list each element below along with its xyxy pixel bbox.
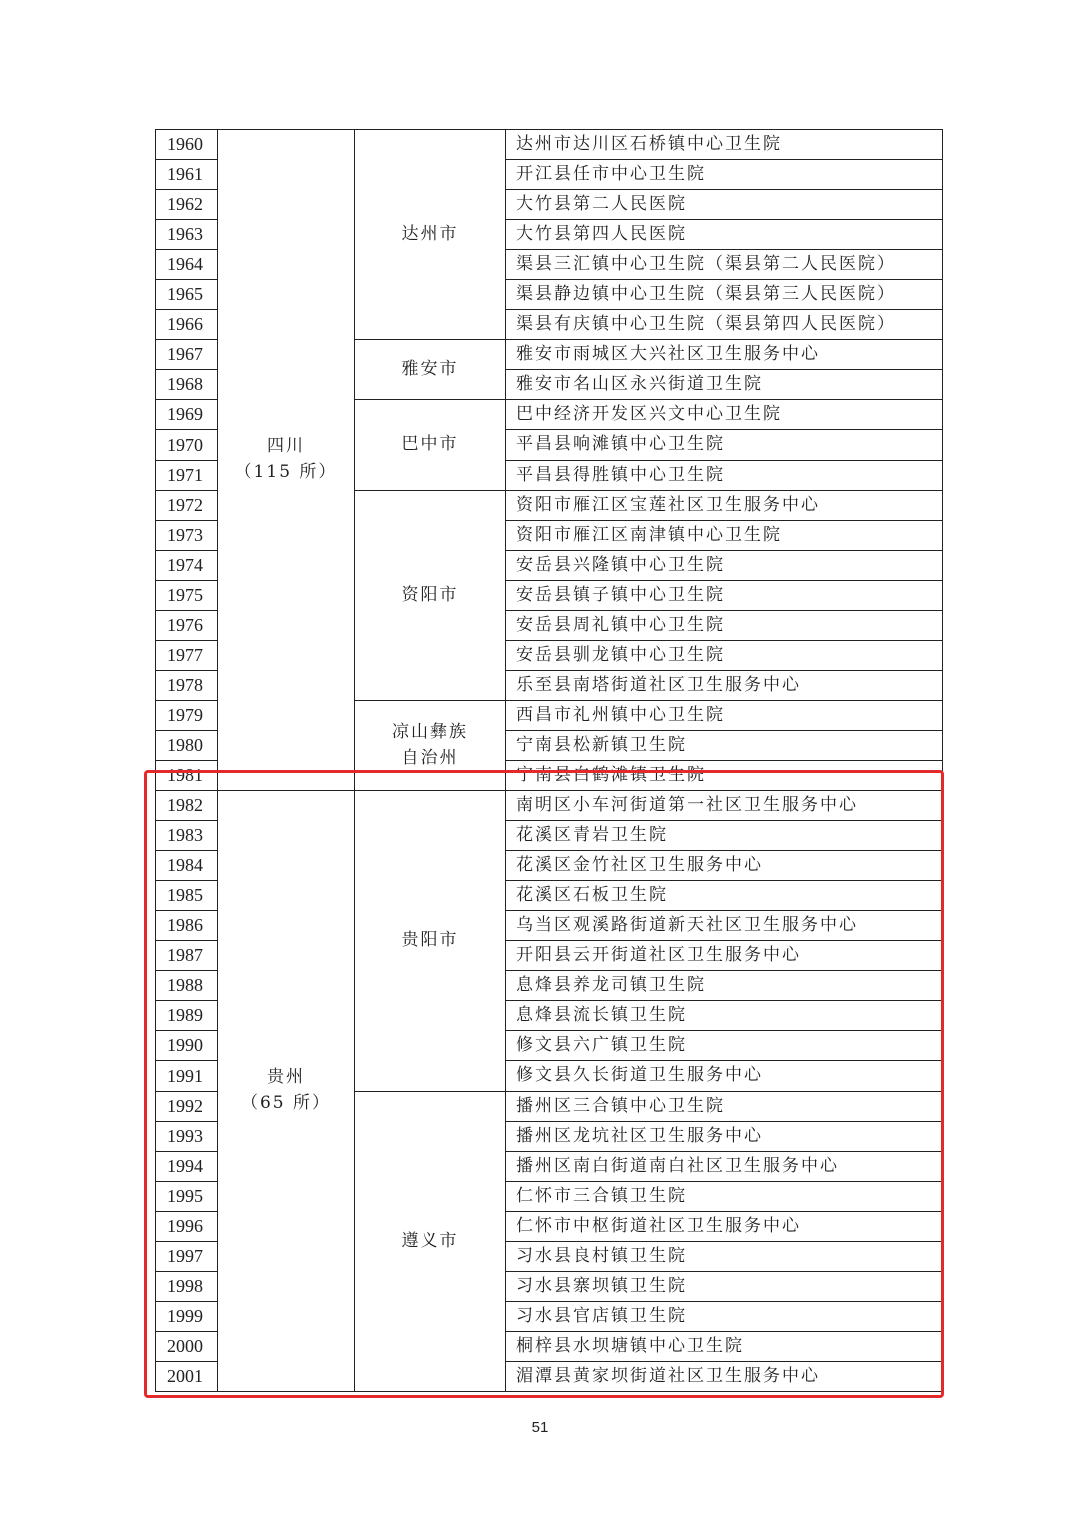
row-number: 2000 [155, 1331, 218, 1362]
row-number: 1979 [155, 700, 218, 731]
row-number: 1960 [155, 129, 218, 160]
row-number: 1963 [155, 219, 218, 250]
row-number: 1983 [155, 820, 218, 851]
row-number: 1994 [155, 1151, 218, 1182]
row-number: 1968 [155, 369, 218, 400]
row-number: 1995 [155, 1181, 218, 1212]
guizhou-highlight-box [144, 770, 944, 1398]
institution-name: 渠县三汇镇中心卫生院（渠县第二人民医院） [505, 249, 943, 280]
row-number: 1997 [155, 1241, 218, 1272]
institution-name: 播州区三合镇中心卫生院 [505, 1091, 943, 1122]
institution-name: 资阳市雁江区宝莲社区卫生服务中心 [505, 490, 943, 521]
institution-name: 花溪区青岩卫生院 [505, 820, 943, 851]
row-number: 1961 [155, 159, 218, 190]
institution-name: 播州区龙坑社区卫生服务中心 [505, 1121, 943, 1152]
row-number: 1967 [155, 339, 218, 370]
row-number: 2001 [155, 1361, 218, 1392]
institution-name: 花溪区石板卫生院 [505, 880, 943, 911]
institution-name: 息烽县养龙司镇卫生院 [505, 970, 943, 1001]
row-number: 1990 [155, 1030, 218, 1061]
city-name: 自治州 [401, 747, 459, 768]
institution-name: 雅安市名山区永兴街道卫生院 [505, 369, 943, 400]
city-name: 资阳市 [401, 584, 459, 605]
row-number: 1998 [155, 1271, 218, 1302]
row-number: 1977 [155, 640, 218, 671]
institution-name: 安岳县镇子镇中心卫生院 [505, 580, 943, 611]
row-number: 1962 [155, 189, 218, 220]
institution-name: 平昌县得胜镇中心卫生院 [505, 460, 943, 491]
row-number: 1986 [155, 910, 218, 941]
province-name: 四川 [267, 436, 305, 457]
city-cell [354, 490, 506, 701]
city-name: 贵阳市 [401, 930, 459, 951]
row-number: 1981 [155, 760, 218, 791]
row-number: 1970 [155, 429, 218, 461]
institution-name: 习水县良村镇卫生院 [505, 1241, 943, 1272]
page-number: 51 [531, 1419, 549, 1436]
row-number: 1993 [155, 1121, 218, 1152]
institution-name: 湄潭县黄家坝街道社区卫生服务中心 [505, 1361, 943, 1392]
city-cell [354, 129, 506, 340]
institution-name: 安岳县兴隆镇中心卫生院 [505, 550, 943, 581]
institution-name: 西昌市礼州镇中心卫生院 [505, 700, 943, 731]
institution-name: 播州区南白街道南白社区卫生服务中心 [505, 1151, 943, 1182]
city-name: 雅安市 [401, 358, 459, 379]
row-number: 1964 [155, 249, 218, 280]
institution-name: 平昌县响滩镇中心卫生院 [505, 429, 943, 461]
row-number: 1996 [155, 1211, 218, 1242]
institution-name: 渠县有庆镇中心卫生院（渠县第四人民医院） [505, 309, 943, 340]
institution-name: 修文县六广镇卫生院 [505, 1030, 943, 1061]
row-number: 1966 [155, 309, 218, 340]
row-number: 1976 [155, 610, 218, 641]
institution-name: 开江县任市中心卫生院 [505, 159, 943, 190]
province-cell [217, 129, 355, 791]
row-number: 1974 [155, 550, 218, 581]
row-number: 1992 [155, 1091, 218, 1122]
row-number: 1988 [155, 970, 218, 1001]
institution-name: 大竹县第二人民医院 [505, 189, 943, 220]
city-cell [354, 339, 506, 400]
city-cell [354, 399, 506, 491]
institution-name: 开阳县云开街道社区卫生服务中心 [505, 940, 943, 971]
row-number: 1989 [155, 1000, 218, 1031]
institution-name: 修文县久长街道卫生服务中心 [505, 1060, 943, 1092]
institution-name: 宁南县白鹤滩镇卫生院 [505, 760, 943, 791]
row-number: 1965 [155, 279, 218, 310]
institution-name: 乌当区观溪路街道新天社区卫生服务中心 [505, 910, 943, 941]
row-number: 1987 [155, 940, 218, 971]
institution-name: 达州市达川区石桥镇中心卫生院 [505, 129, 943, 160]
institution-name: 雅安市雨城区大兴社区卫生服务中心 [505, 339, 943, 370]
row-number: 1991 [155, 1060, 218, 1092]
row-number: 1985 [155, 880, 218, 911]
row-number: 1982 [155, 790, 218, 821]
institution-name: 仁怀市三合镇卫生院 [505, 1181, 943, 1212]
province-count: （65 所） [240, 1093, 332, 1113]
province-count: （115 所） [234, 462, 338, 482]
institution-name: 乐至县南塔街道社区卫生服务中心 [505, 670, 943, 701]
institution-name: 大竹县第四人民医院 [505, 219, 943, 250]
row-number: 1973 [155, 520, 218, 551]
row-number: 1999 [155, 1301, 218, 1332]
row-number: 1980 [155, 730, 218, 761]
institution-name: 宁南县松新镇卫生院 [505, 730, 943, 761]
institution-name: 仁怀市中枢街道社区卫生服务中心 [505, 1211, 943, 1242]
institution-name: 巴中经济开发区兴文中心卫生院 [505, 399, 943, 430]
row-number: 1984 [155, 850, 218, 881]
province-name: 贵州 [267, 1067, 305, 1088]
institution-name: 安岳县驯龙镇中心卫生院 [505, 640, 943, 671]
institution-name: 花溪区金竹社区卫生服务中心 [505, 850, 943, 881]
city-name: 凉山彝族 [392, 721, 468, 742]
institution-name: 息烽县流长镇卫生院 [505, 1000, 943, 1031]
row-number: 1972 [155, 490, 218, 521]
city-name: 巴中市 [401, 434, 459, 455]
institution-name: 习水县寨坝镇卫生院 [505, 1271, 943, 1302]
row-number: 1969 [155, 399, 218, 430]
row-number: 1975 [155, 580, 218, 611]
city-name: 达州市 [401, 223, 459, 244]
institution-name: 渠县静边镇中心卫生院（渠县第三人民医院） [505, 279, 943, 310]
institution-name: 习水县官店镇卫生院 [505, 1301, 943, 1332]
institution-name: 安岳县周礼镇中心卫生院 [505, 610, 943, 641]
row-number: 1971 [155, 460, 218, 491]
city-name: 遵义市 [401, 1230, 459, 1251]
institution-name: 桐梓县水坝塘镇中心卫生院 [505, 1331, 943, 1362]
row-number: 1978 [155, 670, 218, 701]
institution-name: 南明区小车河街道第一社区卫生服务中心 [505, 790, 943, 821]
institution-name: 资阳市雁江区南津镇中心卫生院 [505, 520, 943, 551]
